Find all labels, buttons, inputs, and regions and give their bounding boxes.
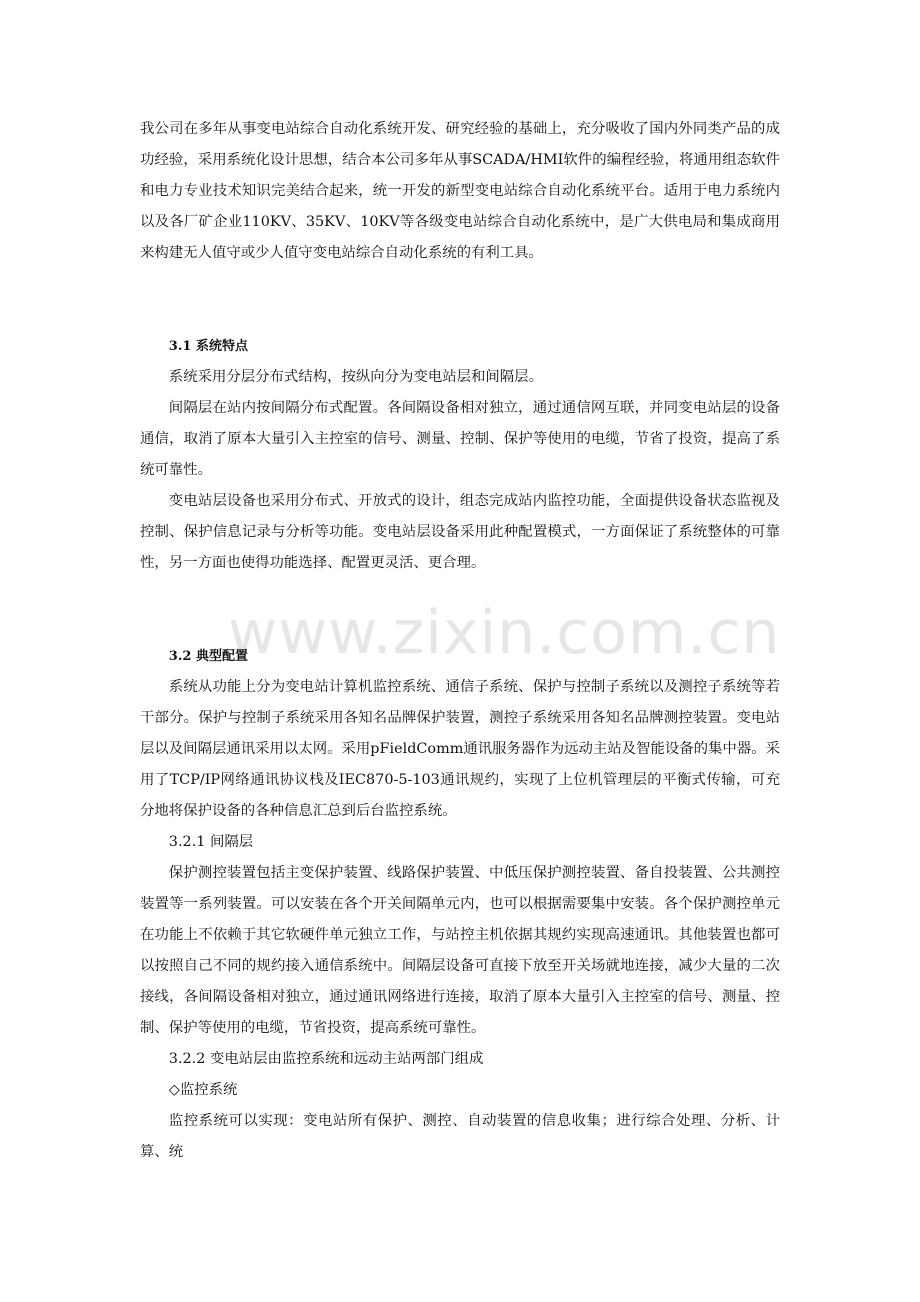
- spacer: [140, 300, 780, 331]
- subsection-3-2-1-paragraph: 保护测控装置包括主变保护装置、线路保护装置、中低压保护测控装置、备自投装置、公共测控装置等一系列装置。可以安装在各个开关间隔单元内，也可以根据需要集中安装。各个保护测控单元在功能上不依赖于其它软硬件单元独立工作，与站控主机依据其规约实现高速通讯。其他装置也都可以按照自己不同的规约接入通信系统中。间隔层设备可直接下放至开关场就地连接，减少大量的二次接线，各间隔设备相对独立，通过通讯网络进行连接，取消了原本大量引入主控室的信号、测量、控制、保护等使用的电缆，节省投资，提高系统可靠性。: [140, 865, 780, 1036]
- monitor-system-paragraph: 监控系统可以实现：变电站所有保护、测控、自动装置的信息收集；进行综合处理、分析、计算、统: [140, 1113, 780, 1160]
- section-3-1-paragraph-2: 间隔层在站内按间隔分布式配置。各间隔设备相对独立，通过通信网互联，并同变电站层的设备通信，取消了原本大量引入主控室的信号、测量、控制、保护等使用的电缆，节省了投资，提高了系统可靠性。: [140, 400, 780, 478]
- section-3-1-heading: 3.1 系统特点: [168, 339, 248, 354]
- spacer: [140, 269, 780, 300]
- monitor-system-heading: ◇监控系统: [168, 1082, 238, 1098]
- intro-paragraph: 我公司在多年从事变电站综合自动化系统开发、研究经验的基础上，充分吸收了国内外同类产品的成功经验，采用系统化设计思想，结合本公司多年从事SCADA/HMI软件的编程经验，将通用组态软件和电力专业技术知识完美结合起来，统一开发的新型变电站综合自动化系统平台。适用于电力系统内以及各厂矿企业110KV、35KV、10KV等各级变电站综合自动化系统中，是广大供电局和集成商用来构建无人值守或少人值守变电站综合自动化系统的有利工具。: [140, 121, 780, 261]
- subsection-3-2-2-heading: 3.2.2 变电站层由监控系统和远动主站两部门组成: [168, 1051, 484, 1067]
- section-3-2-paragraph-1: 系统从功能上分为变电站计算机监控系统、通信子系统、保护与控制子系统以及测控子系统等若干部分。保护与控制子系统采用各知名品牌保护装置，测控子系统采用各知名品牌测控装置。变电站层以及间隔层通讯采用以太网。采用pFieldComm通讯服务器作为远动主站及智能设备的集中器。采用了TCP/IP网络通讯协议栈及IEC870-5-103通讯规约，实现了上位机管理层的平衡式传输，可充分地将保护设备的各种信息汇总到后台监控系统。: [140, 679, 780, 819]
- section-3-2-heading: 3.2 典型配置: [168, 649, 248, 664]
- spacer: [140, 610, 780, 641]
- subsection-3-2-1-heading: 3.2.1 间隔层: [168, 834, 254, 850]
- spacer: [140, 579, 780, 610]
- section-3-1-paragraph-1: 系统采用分层分布式结构，按纵向分为变电站层和间隔层。: [168, 369, 543, 385]
- document-body: [140, 114, 780, 1168]
- watermark: www.zixin.com.cn: [228, 598, 781, 668]
- section-3-1-paragraph-3: 变电站层设备也采用分布式、开放式的设计，组态完成站内监控功能，全面提供设备状态监视及控制、保护信息记录与分析等功能。变电站层设备采用此种配置模式，一方面保证了系统整体的可靠性，另一方面也使得功能选择、配置更灵活、更合理。: [140, 493, 780, 571]
